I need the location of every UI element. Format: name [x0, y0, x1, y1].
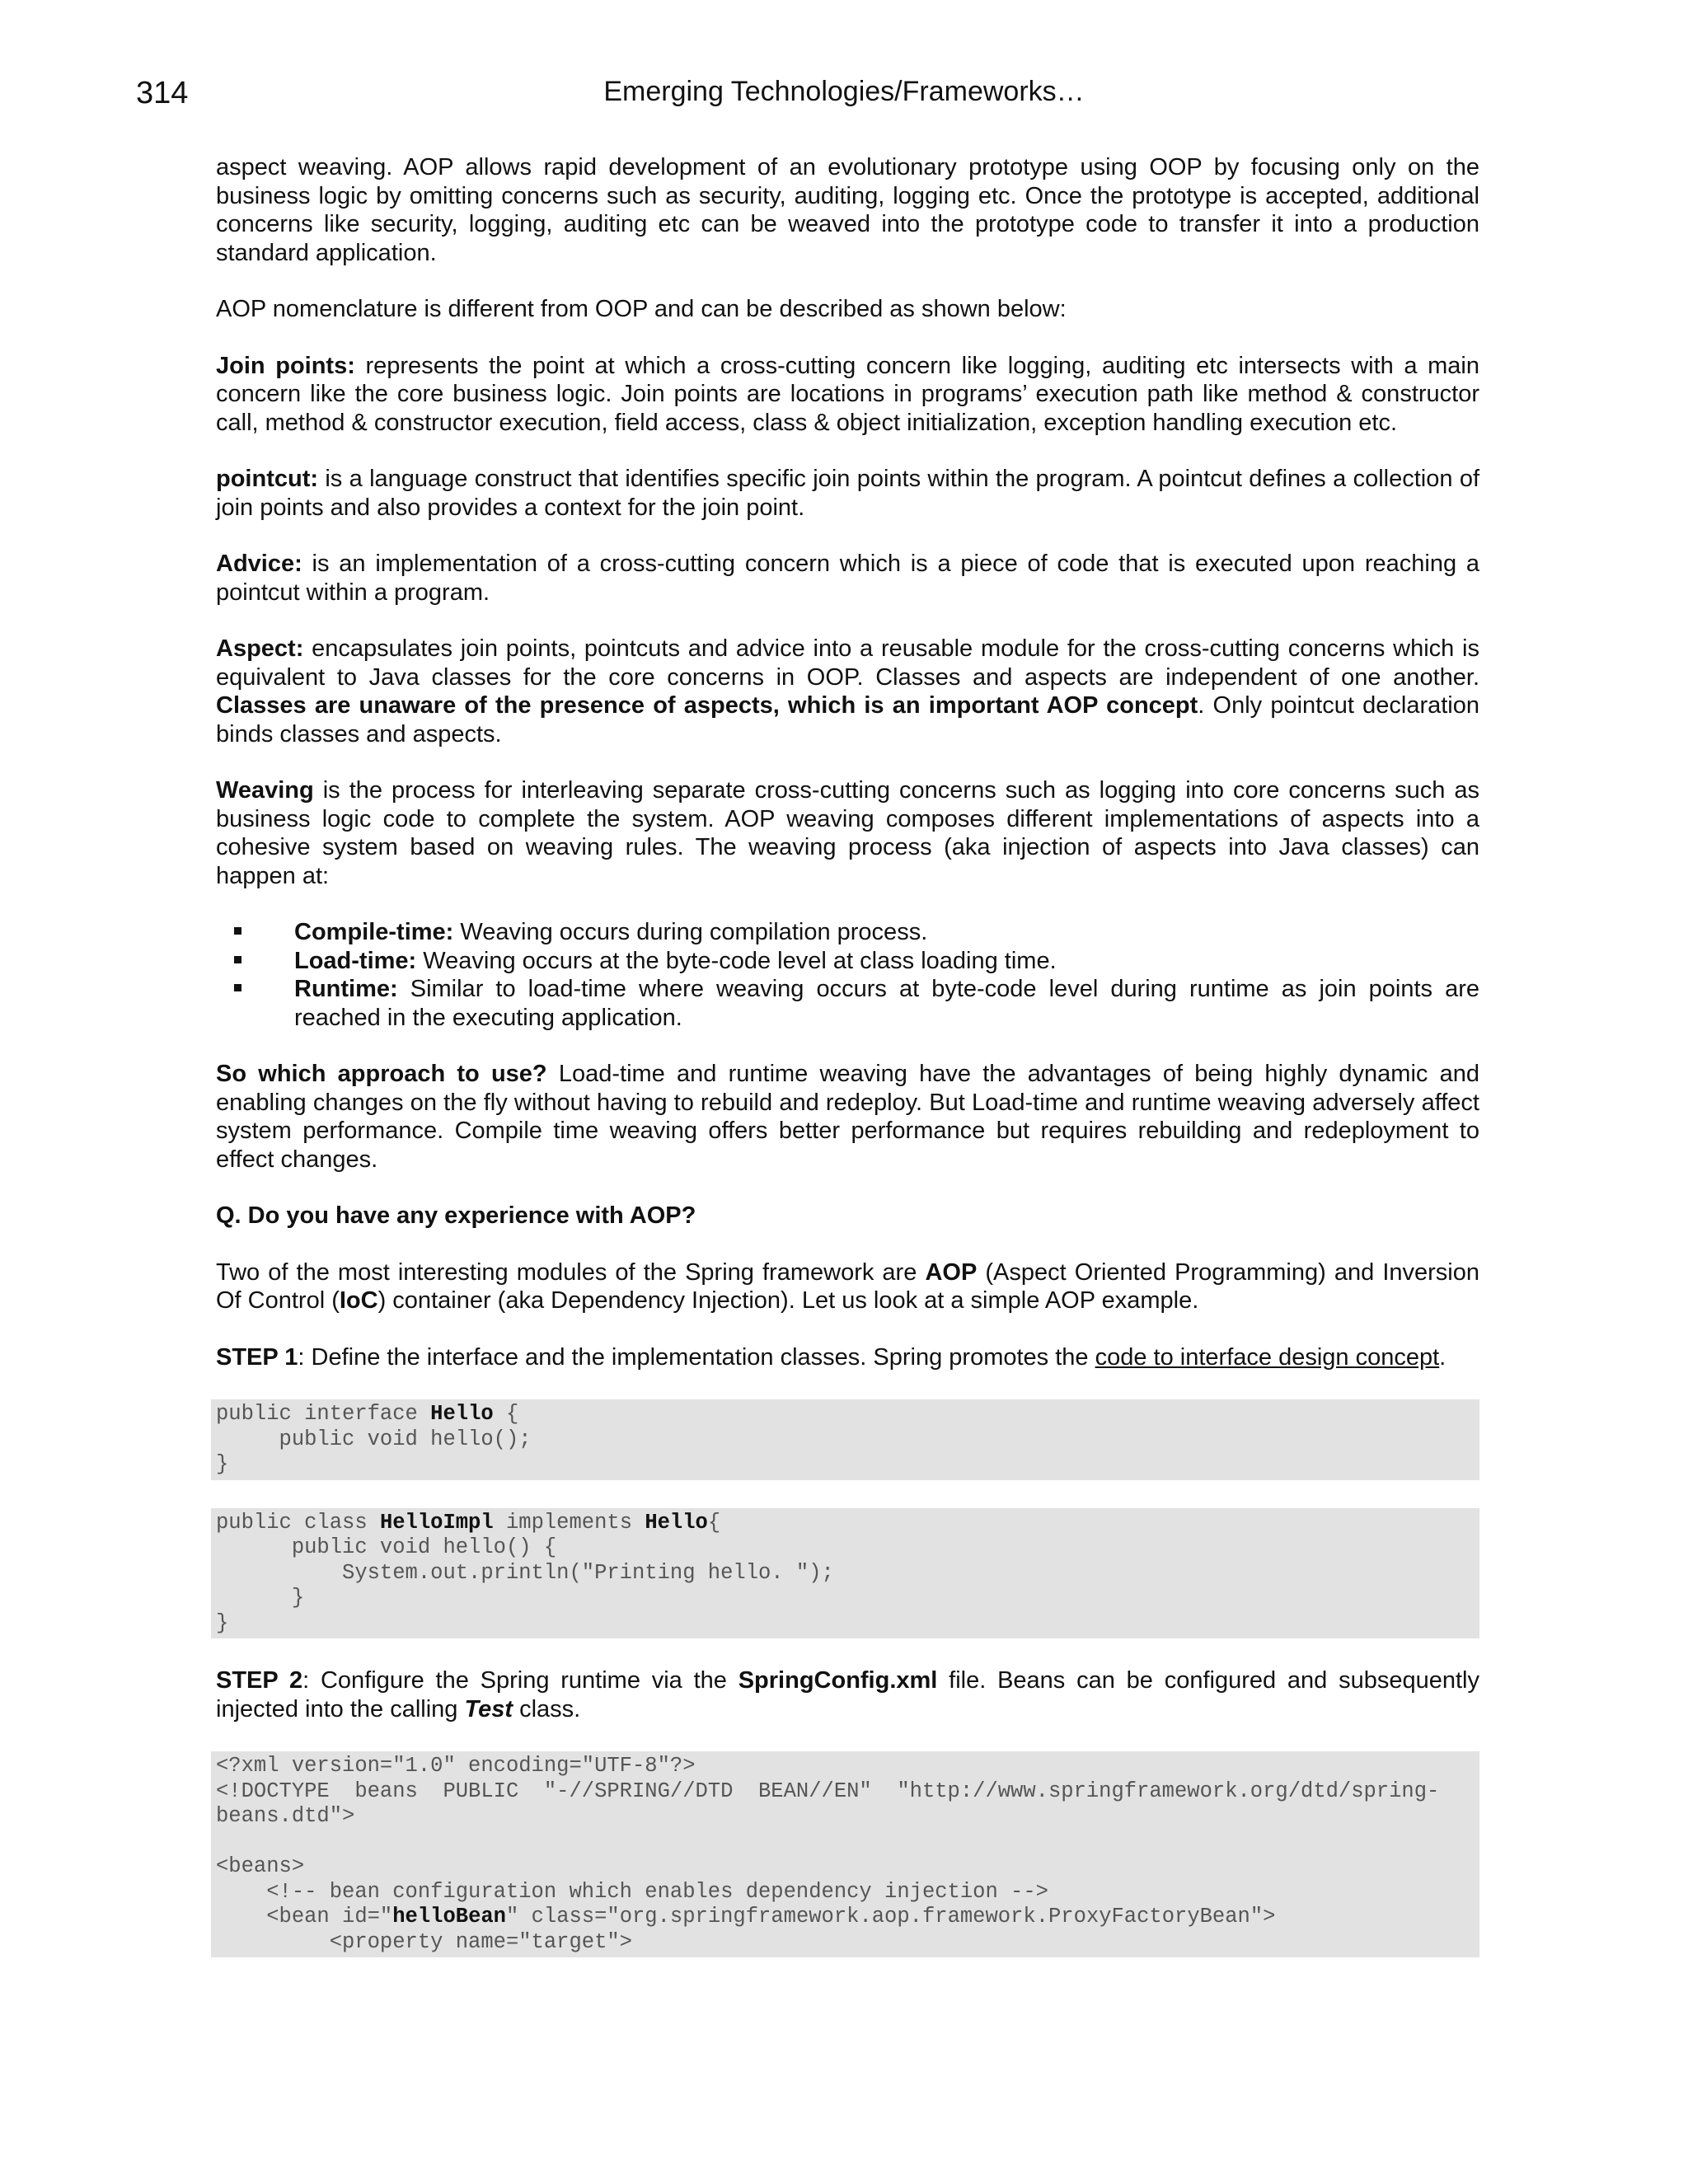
code-line: public void hello() {: [216, 1535, 557, 1559]
code-token: Hello: [430, 1402, 494, 1426]
code-line: <property name="target">: [216, 1929, 632, 1954]
code-line: [216, 1905, 1475, 1930]
step2-label: STEP 2: [216, 1667, 303, 1694]
code-token: {: [493, 1402, 519, 1426]
code-line: System.out.println("Printing hello. ");: [216, 1560, 834, 1585]
step1-label: STEP 1: [216, 1343, 298, 1371]
weaving-times-list: [216, 918, 1479, 1032]
step2-text: class.: [513, 1695, 581, 1722]
code-token: helloBean: [392, 1905, 506, 1929]
code-line: }: [216, 1452, 229, 1476]
code-line: <!-- bean configuration which enables dependency injection -->: [216, 1879, 1048, 1904]
code-to-interface-link[interactable]: code to interface design concept: [1095, 1343, 1440, 1371]
step2-text: : Configure the Spring runtime via the: [302, 1667, 738, 1694]
answer-paragraph: [216, 1258, 1479, 1315]
code-line: <!DOCTYPE beans PUBLIC "-//SPRING//DTD BEAN//EN" "http://www.springframework.org/dtd/spring-: [216, 1779, 1440, 1803]
code-line: beans.dtd">: [216, 1804, 355, 1828]
nomenclature-paragraph: AOP nomenclature is different from OOP and can be described as shown below:: [216, 296, 1067, 322]
answer-text: ) container (aka Dependency Injection). Let us look at a simple AOP example.: [377, 1287, 1199, 1314]
code-token: public interface: [216, 1402, 431, 1426]
running-title: Emerging Technologies/Frameworks…: [603, 76, 1085, 107]
code-line: <?xml version="1.0" encoding="UTF-8"?>: [216, 1754, 696, 1778]
join-points-definition: [216, 352, 1479, 438]
term-label: Aspect:: [216, 635, 304, 662]
question-text: Q. Do you have any experience with AOP?: [216, 1202, 696, 1229]
question-heading: [216, 1202, 1479, 1230]
step1-text: : Define the interface and the implementation classes. Spring promotes the: [298, 1343, 1095, 1371]
list-item-text: Weaving occurs during compilation process.: [453, 919, 928, 945]
term-label: Join points:: [216, 352, 355, 379]
aspect-emphasis: Classes are unaware of the presence of aspects, which is an important AOP concept: [216, 692, 1198, 719]
code-line: <beans>: [216, 1854, 305, 1878]
code-line: [216, 1511, 1475, 1536]
intro-paragraph: aspect weaving. AOP allows rapid development of an evolutionary prototype using OOP by focusing only on the business logic by omitting concerns such as security, auditing, logging etc. Once the prototype is accepted, additional concerns like security, logging, auditing etc can be weaved into the prototype code to transfer it into a production standard application.: [216, 154, 1479, 266]
term-label: Advice:: [216, 551, 302, 577]
test-class-name: Test: [464, 1695, 513, 1722]
code-line: }: [216, 1586, 305, 1610]
code-token: public class: [216, 1510, 380, 1535]
definition-text: is a language construct that identifies specific join points within the program. A pointcut defines a collection of join points and also provides a context for the join point.: [216, 466, 1479, 521]
list-item-text: Similar to load-time where weaving occurs at byte-code level during runtime as join points are reached in the executing application.: [294, 976, 1479, 1031]
definition-text: is an implementation of a cross-cutting concern which is a piece of code that is executed upon reaching a pointcut within a program.: [216, 551, 1479, 606]
code-line: }: [216, 1610, 229, 1635]
definition-text: is the process for interleaving separate cross-cutting concerns such as logging into core concerns such as business logic code to complete the system. AOP weaving composes different implementations of aspects into a cohesive system based on weaving rules. The weaving process (aka injection of aspects into Java classes) can happen at:: [216, 777, 1479, 889]
step1-paragraph: [216, 1343, 1479, 1372]
code-line: [216, 1402, 1475, 1427]
term-label: Weaving: [216, 777, 314, 804]
approach-question: So which approach to use?: [216, 1061, 547, 1087]
ioc-term: IoC: [339, 1287, 378, 1314]
definition-text: represents the point at which a cross-cutting concern like logging, auditing etc intersects with a main concern like the core business logic. Join points are locations in programs’ execution path like method & constructor call, method & constructor execution, field access, class & object initialization, exception handling execution etc.: [216, 352, 1479, 436]
pointcut-definition: [216, 465, 1479, 522]
spring-config-code: [211, 1751, 1479, 1957]
list-item: [216, 918, 1479, 947]
answer-text: Two of the most interesting modules of the Spring framework are: [216, 1258, 926, 1286]
page-content: [216, 153, 1479, 1985]
code-token: <bean id=": [216, 1905, 393, 1929]
list-item: [216, 947, 1479, 976]
hello-interface-code: [211, 1399, 1479, 1480]
bullet-icon: [234, 984, 241, 991]
code-token: implements: [493, 1510, 645, 1535]
aspect-definition: [216, 635, 1479, 748]
list-item: [216, 975, 1479, 1032]
term-label: pointcut:: [216, 466, 319, 492]
code-token: HelloImpl: [379, 1510, 494, 1535]
answer-text: (Aspect Oriented Programming) and Inversion Of Control (: [216, 1258, 1479, 1314]
step2-text: file. Beans can be configured and subsequently injected into the calling: [216, 1667, 1479, 1722]
page-number: 314: [136, 76, 189, 110]
bullet-icon: [234, 956, 241, 963]
step1-tail: .: [1439, 1343, 1447, 1371]
list-item-text: Weaving occurs at the byte-code level at class loading time.: [416, 947, 1057, 974]
aop-term: AOP: [925, 1258, 978, 1286]
advice-definition: [216, 550, 1479, 607]
hello-impl-code: [211, 1508, 1479, 1639]
code-token: " class="org.springframework.aop.framework.ProxyFactoryBean">: [505, 1905, 1276, 1929]
definition-tail: . Only pointcut declaration binds classes and aspects.: [216, 692, 1479, 748]
approach-paragraph: [216, 1060, 1479, 1174]
step2-paragraph: [216, 1666, 1479, 1723]
code-token: {: [707, 1510, 721, 1535]
code-line: public void hello();: [216, 1427, 532, 1451]
config-file-name: SpringConfig.xml: [738, 1667, 938, 1694]
weaving-definition: [216, 776, 1479, 890]
code-blank-line: [216, 1830, 1475, 1855]
approach-text: Load-time and runtime weaving have the advantages of being highly dynamic and enabling changes on the fly without having to rebuild and redeploy. But Load-time and runtime weaving adversely affect system performance. Compile time weaving offers better performance but requires rebuilding and redeployment to effect changes.: [216, 1061, 1479, 1173]
definition-text: encapsulates join points, pointcuts and advice into a reusable module for the cross-cutting concerns which is equivalent to Java classes for the core concerns in OOP. Classes and aspects are independent of one another.: [216, 635, 1479, 691]
list-item-term: Compile-time:: [294, 919, 454, 945]
code-token: Hello: [645, 1510, 708, 1535]
bullet-icon: [234, 927, 241, 935]
list-item-term: Runtime:: [294, 976, 398, 1002]
list-item-term: Load-time:: [294, 947, 417, 974]
